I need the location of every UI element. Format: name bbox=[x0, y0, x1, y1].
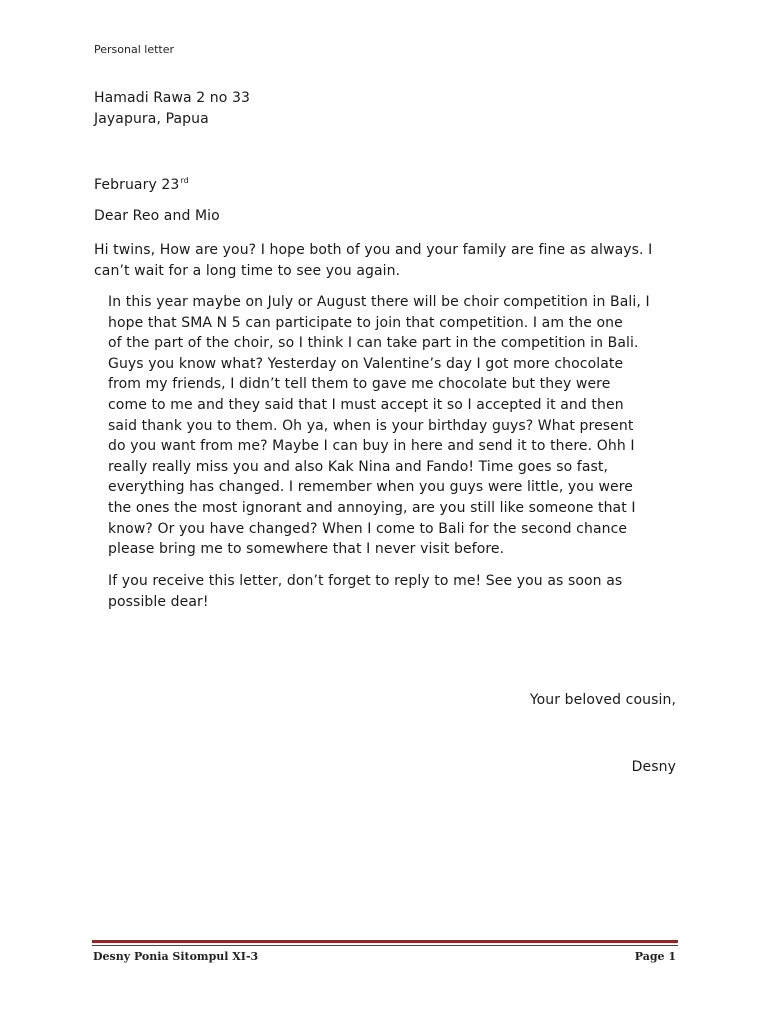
paragraph-line: Guys you know what? Yesterday on Valentine’s day I got more chocolate bbox=[108, 355, 624, 372]
paragraph-line: from my friends, I didn’t tell them to gave me chocolate but they were bbox=[108, 376, 611, 393]
footer-rule-thin bbox=[92, 945, 678, 946]
paragraph-line: of the part of the choir, so I think I can take part in the competition in Bali. bbox=[108, 335, 639, 352]
address-line: Hamadi Rawa 2 no 33 bbox=[94, 90, 250, 106]
paragraph-line: In this year maybe on July or August there will be choir competition in Bali, I bbox=[108, 294, 650, 310]
document-header-label: Personal letter bbox=[94, 43, 174, 56]
letter-date bbox=[94, 175, 189, 196]
paragraph-line: can’t wait for a long time to see you again. bbox=[94, 262, 401, 279]
address-line: Jayapura, Papua bbox=[94, 110, 209, 127]
date-suffix: rd bbox=[180, 176, 189, 185]
main-paragraph bbox=[108, 292, 678, 560]
paragraph-line: Hi twins, How are you? I hope both of you and your family are fine as always. I bbox=[94, 242, 653, 258]
paragraph-line: do you want from me? Maybe I can buy in here and send it to there. Ohh I bbox=[108, 438, 635, 455]
paragraph-line: everything has changed. I remember when you guys were little, you were bbox=[108, 479, 634, 496]
sender-address bbox=[94, 88, 250, 129]
paragraph-line: the ones the most ignorant and annoying, are you still like someone that I bbox=[108, 499, 636, 516]
paragraph-line: possible dear! bbox=[108, 593, 209, 610]
paragraph-line: If you receive this letter, don’t forget to reply to me! See you as soon as bbox=[108, 573, 623, 589]
paragraph-line: said thank you to them. Oh ya, when is your birthday guys? What present bbox=[108, 417, 634, 434]
signature-name: Desny bbox=[631, 759, 676, 775]
paragraph-line: hope that SMA N 5 can participate to join that competition. I am the one bbox=[108, 314, 623, 331]
paragraph-line: know? Or you have changed? When I come to Bali for the second chance bbox=[108, 520, 628, 537]
paragraph-line: really really miss you and also Kak Nina and Fando! Time goes so fast, bbox=[108, 458, 609, 475]
paragraph-line: please bring me to somewhere that I never visit before. bbox=[108, 541, 505, 558]
footer-page-number: Page 1 bbox=[634, 950, 676, 963]
salutation: Dear Reo and Mio bbox=[94, 208, 220, 224]
date-text: February 23 bbox=[94, 177, 180, 193]
valediction: Your beloved cousin, bbox=[529, 692, 676, 708]
footer-author: Desny Ponia Sitompul XI-3 bbox=[93, 950, 259, 963]
intro-paragraph bbox=[94, 240, 684, 281]
paragraph-line: come to me and they said that I must accept it so I accepted it and then bbox=[108, 396, 624, 413]
closing-paragraph bbox=[108, 571, 678, 612]
footer-rule bbox=[92, 940, 678, 943]
